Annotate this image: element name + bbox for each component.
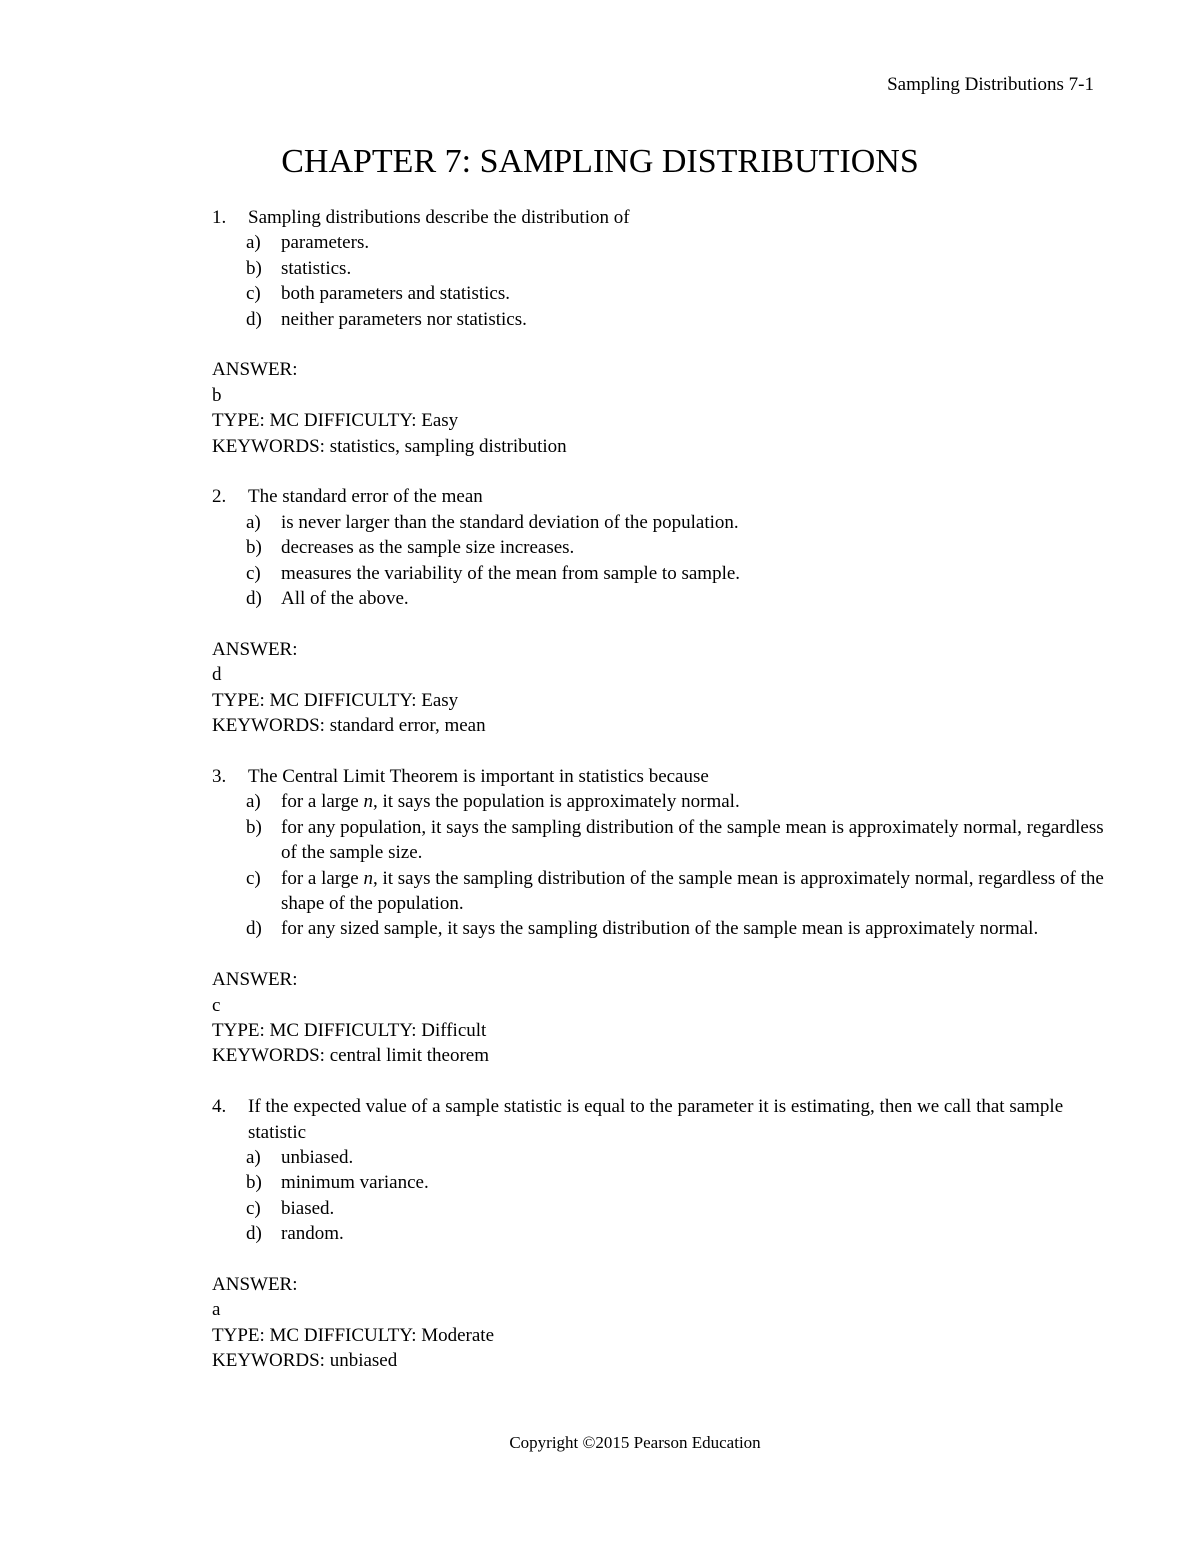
option-d: [176, 916, 1112, 941]
option-c: [176, 866, 1112, 917]
answer-block: [212, 637, 1112, 739]
keywords: KEYWORDS: central limit theorem: [212, 1045, 490, 1067]
answer-label: ANSWER:: [212, 1273, 298, 1295]
question-list: [212, 205, 1112, 1374]
option-text: measures the variability of the mean from sample to sample.: [281, 562, 741, 584]
answer-block: [212, 357, 1112, 459]
option-letter: c): [246, 283, 261, 305]
question-block-2: [212, 484, 1112, 738]
option-c: [176, 281, 1112, 306]
option-b: [176, 535, 1112, 560]
question-text: If the expected value of a sample statistic is equal to the parameter it is estimating, then we call that sample statistic: [248, 1096, 1064, 1143]
question-number: 3.: [212, 765, 227, 787]
option-letter: b): [246, 1172, 262, 1194]
option-letter: a): [246, 1146, 261, 1168]
option-d: [176, 1221, 1112, 1246]
option-b: [176, 1170, 1112, 1195]
option-letter: a): [246, 511, 261, 533]
question-block-4: [212, 1094, 1112, 1373]
variable-n: n: [363, 791, 373, 813]
option-text-pre: for a large: [281, 867, 364, 889]
question-block-3: [212, 764, 1112, 1069]
option-text: both parameters and statistics.: [281, 283, 510, 305]
keywords: KEYWORDS: standard error, mean: [212, 715, 486, 737]
option-letter: d): [246, 588, 262, 610]
option-text: random.: [281, 1223, 344, 1245]
question-number: 1.: [212, 207, 227, 228]
question-stem: [212, 205, 1112, 230]
option-letter: d): [246, 308, 262, 330]
type-difficulty: TYPE: MC DIFFICULTY: Difficult: [212, 1019, 487, 1041]
answer-block: [212, 1272, 1112, 1374]
option-text: for any population, it says the sampling distribution of the sample mean is approximately normal, regardless of the sample size.: [281, 816, 1104, 864]
option-letter: a): [246, 791, 261, 813]
option-text: statistics.: [281, 257, 352, 279]
answer-value: a: [212, 1299, 221, 1321]
option-a: [176, 789, 1112, 814]
option-d: [176, 307, 1112, 332]
question-number: 2.: [212, 486, 227, 508]
answer-value: b: [212, 384, 222, 406]
question-text: The standard error of the mean: [248, 486, 483, 508]
option-b: [176, 815, 1112, 866]
chapter-title: CHAPTER 7: SAMPLING DISTRIBUTIONS: [281, 143, 919, 180]
keywords: KEYWORDS: unbiased: [212, 1350, 398, 1372]
option-a: [176, 510, 1112, 535]
answer-label: ANSWER:: [212, 359, 298, 381]
answer-label: ANSWER:: [212, 969, 298, 991]
option-b: [176, 256, 1112, 281]
option-letter: b): [246, 816, 262, 838]
running-header: Sampling Distributions 7-1: [887, 74, 1094, 95]
option-text-pre: for a large: [281, 791, 364, 813]
option-letter: b): [246, 537, 262, 559]
option-text: decreases as the sample size increases.: [281, 537, 575, 559]
option-a: [176, 230, 1112, 255]
option-letter: c): [246, 1197, 261, 1219]
option-text: All of the above.: [281, 588, 409, 610]
option-c: [176, 1196, 1112, 1221]
option-letter: d): [246, 1223, 262, 1245]
type-difficulty: TYPE: MC DIFFICULTY: Easy: [212, 689, 459, 711]
question-stem: [212, 764, 1112, 789]
question-block-1: [212, 205, 1112, 459]
option-letter: b): [246, 257, 262, 279]
option-letter: c): [246, 867, 261, 889]
option-text: biased.: [281, 1197, 335, 1219]
question-text: The Central Limit Theorem is important in statistics because: [248, 765, 709, 787]
option-c: [176, 561, 1112, 586]
option-letter: d): [246, 918, 262, 940]
option-text: is never larger than the standard deviation of the population.: [281, 511, 739, 533]
option-a: [176, 1145, 1112, 1170]
option-text-post: , it says the sampling distribution of the sample mean is approximately normal, regardless of the shape of the population.: [281, 867, 1104, 914]
option-text: for any sized sample, it says the sampling distribution of the sample mean is approximately normal.: [281, 918, 1039, 940]
answer-block: [212, 967, 1112, 1069]
option-text-post: , it says the population is approximately normal.: [372, 791, 740, 813]
question-text: Sampling distributions describe the distribution of: [248, 207, 630, 228]
option-letter: a): [246, 232, 261, 254]
variable-n: n: [363, 867, 373, 889]
question-stem: [212, 484, 1112, 509]
option-text: [281, 868, 1104, 914]
answer-value: c: [212, 994, 221, 1016]
answer-label: ANSWER:: [212, 638, 298, 660]
question-number: 4.: [212, 1096, 227, 1118]
question-stem: [212, 1094, 1112, 1145]
type-difficulty: TYPE: MC DIFFICULTY: Easy: [212, 410, 459, 432]
keywords: KEYWORDS: statistics, sampling distribution: [212, 435, 567, 457]
option-letter: c): [246, 562, 261, 584]
type-difficulty: TYPE: MC DIFFICULTY: Moderate: [212, 1324, 495, 1346]
option-text: unbiased.: [281, 1146, 354, 1168]
option-text: [281, 791, 740, 812]
option-d: [176, 586, 1112, 611]
copyright-footer: Copyright ©2015 Pearson Education: [509, 1433, 761, 1452]
option-text: parameters.: [281, 232, 370, 254]
option-text: minimum variance.: [281, 1172, 429, 1194]
option-text: neither parameters nor statistics.: [281, 308, 527, 330]
answer-value: d: [212, 664, 222, 686]
